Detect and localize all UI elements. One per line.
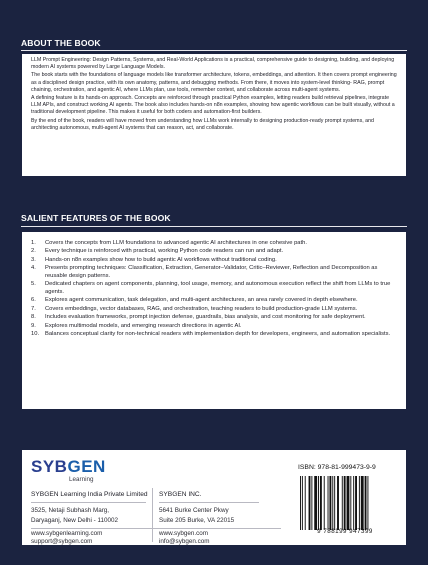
about-paragraph-2: The book starts with the foundations of language models like transformer architecture, tokens, embeddings, and attention. It then covers prompt engineering as a disciplined design practice, with its own anatomy, patterns, and debugging methods. From there, it moves into system-level thinking- RAG, prompt chaining, orchestration, and agentic AI, where LLMs plan, use tools, remember context, and collaborate across multi-agent systems. — [31, 72, 397, 93]
logo-subtitle: Learning — [69, 476, 94, 483]
india-website-link[interactable]: www.sybgenlearning.com — [31, 530, 103, 537]
feature-item — [31, 281, 392, 296]
india-address-line-1: 3525, Netaji Subhash Marg, — [31, 507, 110, 514]
logo-accent-text: GEN — [67, 457, 106, 476]
feature-number: 4. — [31, 265, 36, 272]
usa-address-line-2: Suite 205 Burke, VA 22015 — [159, 517, 235, 524]
logo-main-text: SYB — [31, 457, 68, 476]
usa-publisher-name: SYBGEN INC. — [159, 491, 202, 498]
isbn-label: ISBN: 978-81-999473-9-9 — [298, 464, 376, 471]
feature-item — [31, 248, 392, 256]
feature-number: 2. — [31, 248, 36, 255]
about-paragraph-4: By the end of the book, readers will have moved from understanding how LLMs work internally to designing production-ready prompt systems, and architecting autonomous, multi-agent AI systems that can reason, act, and collaborate. — [31, 117, 375, 131]
india-publisher-name: SYBGEN Learning India Private Limited — [31, 491, 148, 498]
barcode-icon — [299, 476, 395, 530]
usa-email-link[interactable]: info@sybgen.com — [159, 538, 210, 545]
column-divider — [152, 488, 153, 542]
about-panel — [22, 54, 406, 176]
features-heading: SALIENT FEATURES OF THE BOOK — [21, 213, 171, 223]
feature-item — [31, 240, 392, 248]
feature-item — [31, 297, 392, 305]
feature-item — [31, 265, 392, 280]
feature-item — [31, 257, 392, 265]
publisher-logo — [31, 458, 117, 488]
feature-number: 5. — [31, 281, 36, 288]
feature-number: 3. — [31, 256, 36, 263]
feature-text: Balances conceptual clarity for non-technical readers with implementation depth for developers, engineers, and automation specialists. — [45, 331, 391, 338]
about-paragraph-3: A defining feature is its hands-on approach. Concepts are reinforced through practical Python examples, letting readers build retrieval pipelines, integrate LLM APIs, and construct working AI agents. The book also includes hands-on n8n examples, showing how agentic workflows can be built visually, without a traditional development pipeline. This makes it useful for both coders and automation-first builders. — [31, 95, 395, 116]
feature-text: Presents prompting techniques: Classification, Extraction, Generator–Validator, Critic–Reviewer, Reflection and Decomposition as reusable design patterns. — [45, 265, 378, 279]
feature-text: Covers embeddings, vector databases, RAG, and orchestration, teaching readers to build production-grade LLM systems. — [45, 305, 358, 312]
about-heading-rule — [21, 50, 407, 51]
logo-wordmark — [31, 458, 106, 476]
usa-website-link[interactable]: www.sybgen.com — [159, 530, 208, 537]
feature-number: 6. — [31, 297, 36, 304]
features-panel — [22, 232, 406, 409]
barcode-box — [292, 458, 398, 538]
about-paragraph-1: LLM Prompt Engineering: Design Patterns, Systems, and Real-World Applications is a practical, comprehensive guide to designing, building, and deploying modern AI systems powered by Large Language Models. — [31, 57, 395, 71]
features-list — [31, 240, 392, 339]
barcode-digits: 9 788199 947399 — [317, 528, 373, 535]
usa-address-line-1: 5641 Burke Center Pkwy — [159, 507, 229, 514]
india-email-link[interactable]: support@sybgen.com — [31, 538, 93, 545]
features-heading-rule — [21, 226, 407, 227]
feature-text: Covers the concepts from LLM foundations to advanced agentic AI architectures in one cohesive path. — [45, 240, 307, 246]
about-heading: ABOUT THE BOOK — [21, 38, 101, 48]
feature-text: Hands-on n8n examples show how to build agentic AI workflows without traditional coding. — [45, 256, 277, 263]
feature-text: Explores multimodal models, and emerging research directions in agentic AI. — [45, 322, 242, 329]
feature-number: 1. — [31, 240, 36, 246]
feature-number: 8. — [31, 314, 36, 321]
feature-number: 7. — [31, 305, 36, 312]
india-address-line-2: Daryaganj, New Delhi - 110002 — [31, 517, 119, 524]
feature-text: Every technique is reinforced with practical, working Python code readers can run and adapt. — [45, 248, 284, 255]
publisher-footer — [22, 450, 406, 545]
feature-item — [31, 331, 392, 339]
india-name-divider — [31, 502, 146, 503]
feature-item — [31, 314, 392, 322]
feature-text: Dedicated chapters on agent components, planning, tool usage, memory, and autonomous execution reflect the shift from LLMs to true agents. — [45, 281, 391, 295]
feature-text: Includes evaluation frameworks, prompt injection defense, guardrails, bias analysis, and cost monitoring for safe deployment. — [45, 314, 366, 321]
feature-item — [31, 306, 392, 314]
feature-text: Explores agent communication, task delegation, and multi-agent architectures, an area rarely covered in depth elsewhere. — [45, 297, 358, 304]
feature-item — [31, 323, 392, 331]
feature-number: 9. — [31, 322, 36, 329]
feature-number: 10. — [31, 331, 40, 338]
usa-name-divider — [159, 502, 259, 503]
